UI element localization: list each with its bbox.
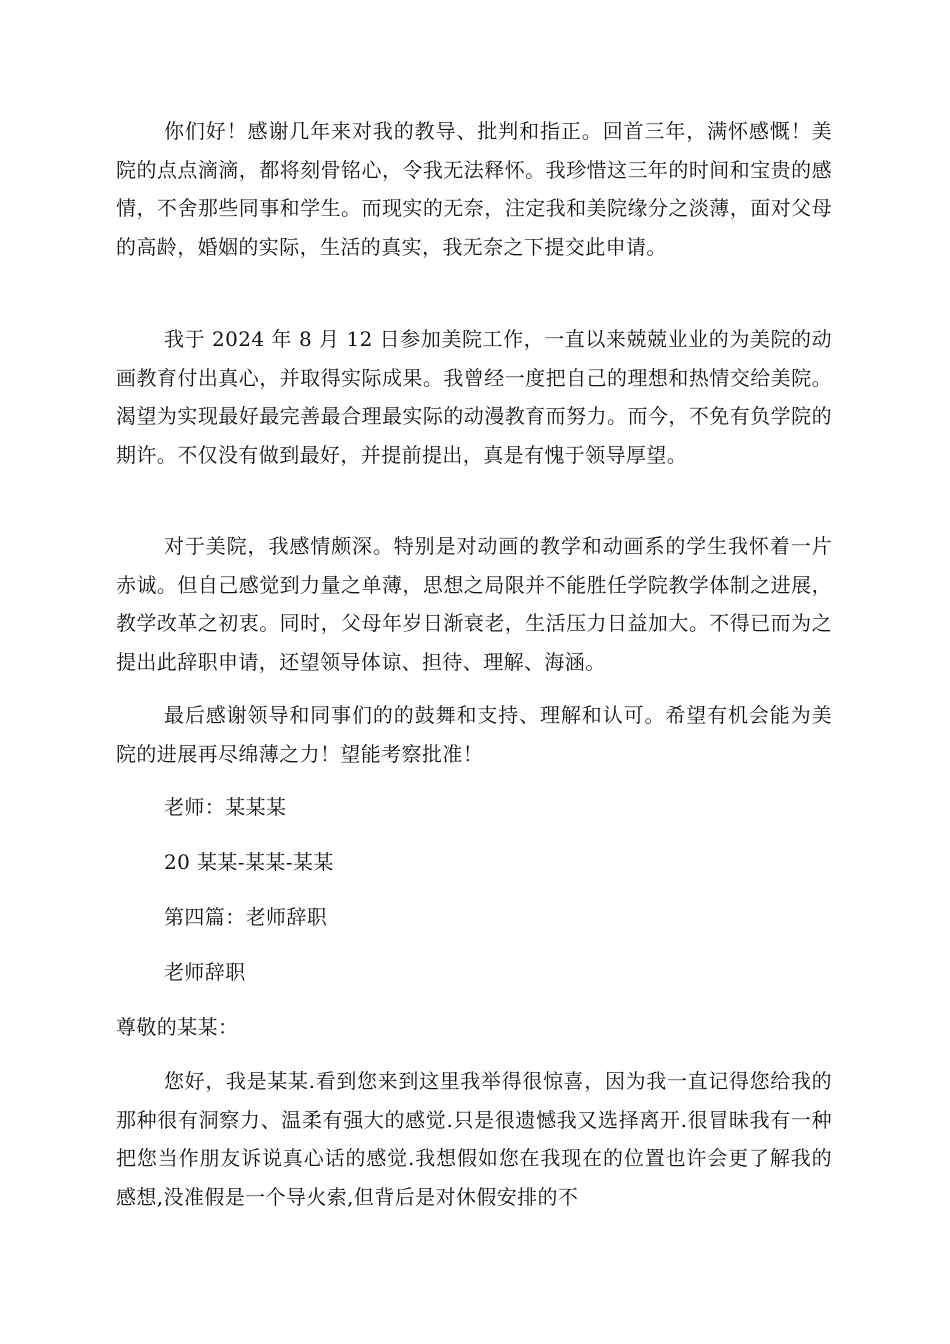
paragraph-thanks: 你们好！感谢几年来对我的教导、批判和指正。回首三年，满怀感慨！美院的点点滴滴，都将刻骨铭心，令我无法释怀。我珍惜这三年的时间和宝贵的感情，不舍那些同事和学生。而现实的无奈，注定我和美院缘分之淡薄，面对父母的高龄，婚姻的实际，生活的真实，我无奈之下提交此申请。 <box>116 119 832 259</box>
paragraph-work-history: 我于 2024 年 8 月 12 日参加美院工作，一直以来兢兢业业的为美院的动画教育付出真心，并取得实际成果。我曾经一度把自己的理想和热情交给美院。渴望为实现最好最完善最合理最实际的动漫教育而努力。而今，不免有负学院的期许。不仅没有做到最好，并提前提出，真是有愧于领导厚望。 <box>116 327 832 467</box>
paragraph-greeting: 您好，我是某某.看到您来到这里我举得很惊喜，因为我一直记得您给我的那种很有洞察力、温柔有强大的感觉.只是很遗憾我又选择离开.很冒昧我有一种把您当作朋友诉说真心话的感觉.我想假如您在我现在的位置也许会更了解我的感想,没准假是一个导火索,但背后是对休假安排的不 <box>116 1069 832 1209</box>
signature-name: 老师：某某某 <box>164 795 287 819</box>
section-subtitle: 老师辞职 <box>164 960 246 984</box>
paragraph-feelings: 对于美院，我感情颇深。特别是对动画的教学和动画系的学生我怀着一片赤诚。但自己感觉到力量之单薄，思想之局限并不能胜任学院教学体制之进展，教学改革之初衷。同时，父母年岁日渐衰老，生活压力日益加大。不得已而为之提出此辞职申请，还望领导体谅、担待、理解、海涵。 <box>116 534 832 674</box>
section-title: 第四篇：老师辞职 <box>164 905 328 929</box>
paragraph-closing: 最后感谢领导和同事们的的鼓舞和支持、理解和认可。希望有机会能为美院的进展再尽绵薄之力！望能考察批准！ <box>116 703 832 766</box>
signature-date: 20 某某-某某-某某 <box>164 850 334 874</box>
salutation: 尊敬的某某： <box>116 1015 239 1039</box>
